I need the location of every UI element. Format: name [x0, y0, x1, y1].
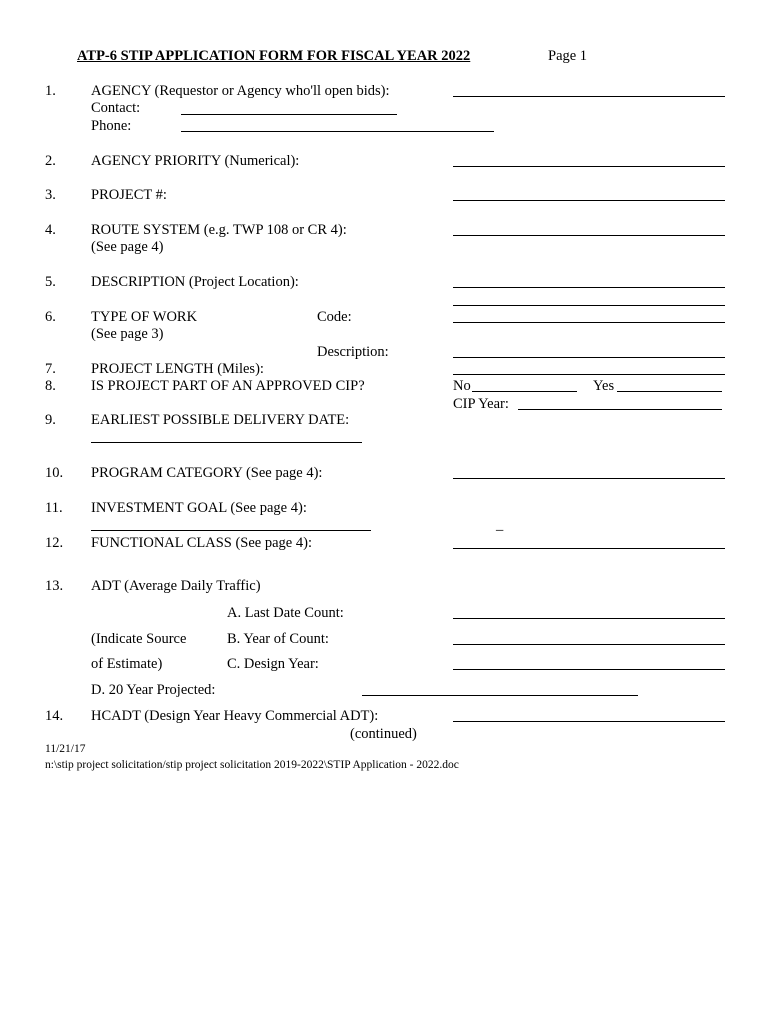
- project-length-field[interactable]: [453, 374, 725, 375]
- twenty-year-projected-field[interactable]: [362, 695, 638, 696]
- file-path: n:\stip project solicitation/stip project solicitation 2019-2022\STIP Application - 2022.doc: [45, 759, 459, 771]
- investment-goal-field[interactable]: [91, 530, 371, 531]
- item-number: 9.: [45, 412, 56, 428]
- cip-year-label: CIP Year:: [453, 396, 509, 412]
- cip-year-field[interactable]: [518, 409, 722, 410]
- item-number: 14.: [45, 708, 64, 724]
- item-number: 5.: [45, 274, 56, 290]
- program-category-field[interactable]: [453, 478, 725, 479]
- continued-note: (continued): [350, 726, 417, 742]
- item-number: 1.: [45, 83, 56, 99]
- work-description-label: Description:: [317, 344, 389, 360]
- item-number: 12.: [45, 535, 64, 551]
- functional-class-field[interactable]: [453, 548, 725, 549]
- item-number: 10.: [45, 465, 64, 481]
- item-number: 3.: [45, 187, 56, 203]
- route-system-label: ROUTE SYSTEM (e.g. TWP 108 or CR 4):: [91, 222, 347, 238]
- item-number: 11.: [45, 500, 63, 516]
- code-label: Code:: [317, 309, 352, 325]
- stray-mark: _: [496, 517, 504, 533]
- last-date-count-field[interactable]: [453, 618, 725, 619]
- adt-label: ADT (Average Daily Traffic): [91, 578, 261, 594]
- phone-field[interactable]: [181, 131, 494, 132]
- no-field[interactable]: [472, 391, 577, 392]
- design-year-field[interactable]: [453, 669, 725, 670]
- year-of-count-label: B. Year of Count:: [227, 631, 329, 647]
- phone-label: Phone:: [91, 118, 132, 134]
- description-label: DESCRIPTION (Project Location):: [91, 274, 299, 290]
- agency-priority-label: AGENCY PRIORITY (Numerical):: [91, 153, 300, 169]
- work-description-field[interactable]: [453, 357, 725, 358]
- design-year-label: C. Design Year:: [227, 656, 319, 672]
- route-system-field[interactable]: [453, 235, 725, 236]
- indicate-source-label: (Indicate Source: [91, 631, 187, 647]
- contact-label: Contact:: [91, 100, 141, 116]
- approved-cip-label: IS PROJECT PART OF AN APPROVED CIP?: [91, 378, 365, 394]
- agency-priority-field[interactable]: [453, 166, 725, 167]
- item-number: 13.: [45, 578, 64, 594]
- last-date-count-label: A. Last Date Count:: [227, 605, 344, 621]
- page-number: Page 1: [548, 48, 588, 64]
- delivery-date-label: EARLIEST POSSIBLE DELIVERY DATE:: [91, 412, 350, 428]
- contact-field[interactable]: [181, 114, 397, 115]
- item-number: 8.: [45, 378, 56, 394]
- no-label: No: [453, 378, 471, 394]
- hcadt-field[interactable]: [453, 721, 725, 722]
- item-number: 4.: [45, 222, 56, 238]
- form-title: ATP-6 STIP APPLICATION FORM FOR FISCAL YEAR 2022: [77, 48, 471, 64]
- twenty-year-projected-label: D. 20 Year Projected:: [91, 682, 216, 698]
- project-length-label: PROJECT LENGTH (Miles):: [91, 361, 264, 377]
- type-of-work-label: TYPE OF WORK: [91, 309, 198, 325]
- investment-goal-label: INVESTMENT GOAL (See page 4):: [91, 500, 307, 516]
- yes-label: Yes: [593, 378, 615, 394]
- project-number-field[interactable]: [453, 200, 725, 201]
- program-category-label: PROGRAM CATEGORY (See page 4):: [91, 465, 323, 481]
- of-estimate-label: of Estimate): [91, 656, 163, 672]
- route-system-note: (See page 4): [91, 239, 164, 255]
- project-number-label: PROJECT #:: [91, 187, 167, 203]
- agency-field[interactable]: [453, 96, 725, 97]
- item-number: 6.: [45, 309, 56, 325]
- revision-date: 11/21/17: [45, 743, 86, 755]
- year-of-count-field[interactable]: [453, 644, 725, 645]
- agency-label: AGENCY (Requestor or Agency who'll open bids):: [91, 83, 390, 99]
- hcadt-label: HCADT (Design Year Heavy Commercial ADT):: [91, 708, 379, 724]
- item-number: 7.: [45, 361, 56, 377]
- description-field-2[interactable]: [453, 305, 725, 306]
- delivery-date-field[interactable]: [91, 442, 362, 443]
- functional-class-label: FUNCTIONAL CLASS (See page 4):: [91, 535, 312, 551]
- item-number: 2.: [45, 153, 56, 169]
- type-of-work-note: (See page 3): [91, 326, 164, 342]
- code-field[interactable]: [453, 322, 725, 323]
- description-field-1[interactable]: [453, 287, 725, 288]
- yes-field[interactable]: [617, 391, 722, 392]
